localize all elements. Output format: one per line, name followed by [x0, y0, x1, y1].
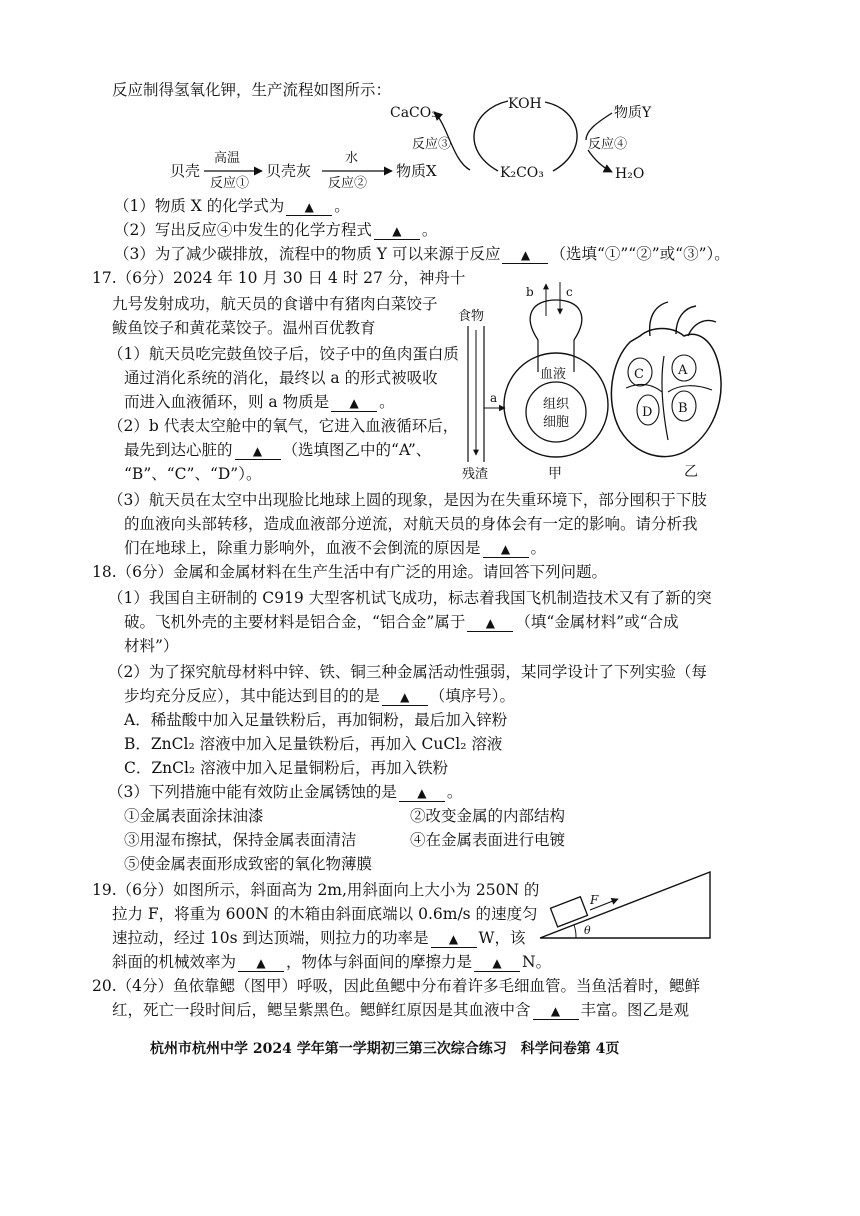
heart-label-a: A: [678, 363, 688, 378]
q17-s1b: 通过消化系统的消化，最终以 a 的形式被吸收: [124, 369, 438, 387]
answer-blank[interactable]: ▲: [286, 198, 332, 216]
flow-h2o: H₂O: [615, 166, 645, 182]
heart-label-d: D: [642, 405, 653, 420]
q18-measure-4: ④在金属表面进行电镀: [410, 831, 566, 849]
q16-part3: （3）为了减少碳排放，流程中的物质 Y 可以来源于反应 ▲ （选填“①”“②”或“③”）。: [114, 245, 730, 263]
flow-substance-x: 物质X: [396, 162, 437, 180]
q17-line2: 九号发射成功，航天员的食谱中有猪肉白菜饺子: [112, 295, 438, 313]
q16-intro: 反应制得氢氧化钾，生产流程如图所示：: [112, 81, 392, 99]
flow-caco3: CaCO₃: [390, 105, 437, 121]
q18-s2b: 步均充分反应），其中能达到目的的是 ▲ （填序号）。: [124, 687, 516, 705]
q18-option-a: A．稀盐酸中加入足量铁粉后，再加铜粉，最后加入锌粉: [124, 711, 508, 729]
q17-s1c: 而进入血液循环，则 a 物质是 ▲ 。: [124, 393, 395, 411]
fig-jia-tissue2: 细胞: [543, 415, 570, 430]
answer-blank[interactable]: ▲: [235, 442, 281, 460]
q19-line2: 拉力 F，将重为 600N 的木箱由斜面底端以 0.6m/s 的速度匀: [112, 905, 538, 923]
incline-triangle: [540, 872, 710, 938]
answer-blank[interactable]: ▲: [399, 784, 445, 802]
fig-jia-caption: 甲: [548, 466, 562, 482]
flow-high-temp: 高温: [214, 151, 241, 166]
q17-s1a: （1）航天员吃完鼓鱼饺子后，饺子中的鱼肉蛋白质: [108, 345, 459, 363]
answer-blank[interactable]: ▲: [502, 246, 548, 264]
fig-jia-residue: 残渣: [462, 467, 489, 482]
heart-label-b: B: [678, 401, 688, 416]
q18-measure-2: ②改变金属的内部结构: [410, 807, 566, 825]
q17-line1: 17.（6分）2024 年 10 月 30 日 4 时 27 分，神舟十: [92, 269, 466, 287]
fig-jia-food: 食物: [458, 309, 485, 324]
force-label: F: [590, 893, 599, 907]
q18-line1: 18.（6分）金属和金属材料在生产生活中有广泛的用途。请回答下列问题。: [92, 563, 608, 581]
angle-label: θ: [584, 924, 591, 937]
q18-s1d: 材料”）: [124, 637, 179, 655]
fig-yi-caption: 乙: [684, 464, 698, 480]
q18-measure-1: ①金属表面涂抹油漆: [124, 807, 264, 825]
answer-blank[interactable]: ▲: [483, 540, 529, 558]
q17-s3b: 的血液向头部转移，造成血液部分逆流，对航天员的身体会有一定的影响。请分析我: [124, 515, 698, 533]
q17-line3: 鲅鱼饺子和黄花菜饺子。温州百优教育: [112, 319, 376, 337]
q20-line1: 20.（4分）鱼依靠鳃（图甲）呼吸，因此鱼鳃中分布着许多毛细血管。当鱼活着时，鳃鲜: [92, 977, 701, 995]
q17-s3c: 们在地球上，除重力影响外，血液不会倒流的原因是 ▲ 。: [124, 539, 547, 557]
answer-blank[interactable]: ▲: [238, 954, 284, 972]
q16-part2: （2）写出反应④中发生的化学方程式 ▲ 。: [114, 221, 438, 239]
page-footer: 杭州市杭州中学 2024 学年第一学期初三第三次综合练习 科学问卷第 4页: [150, 1041, 620, 1057]
fig-jia-c: c: [566, 285, 573, 299]
answer-blank[interactable]: ▲: [374, 222, 420, 240]
q17-s2d: “B”、“C”、“D”）。: [124, 465, 262, 483]
q19-line4: 斜面的机械效率为 ▲ ，物体与斜面间的摩擦力是 ▲ N。: [112, 953, 552, 971]
answer-blank[interactable]: ▲: [431, 930, 477, 948]
flow-substance-y: 物质Y: [614, 105, 652, 121]
answer-blank[interactable]: ▲: [331, 394, 377, 412]
q18-s3a: （3）下列措施中能有效防止金属锈蚀的是 ▲ 。: [108, 783, 463, 801]
heart-label-c: C: [634, 367, 644, 382]
q18-option-c: C．ZnCl₂ 溶液中加入足量铜粉后，再加入铁粉: [124, 759, 449, 777]
q18-s2a: （2）为了探究航母材料中锌、铁、铜三种金属活动性强弱，某同学设计了下列实验（每: [108, 663, 707, 681]
flow-reaction3: 反应③: [412, 137, 452, 152]
q19-line1: 19.（6分）如图所示，斜面高为 2m,用斜面向上大小为 250N 的: [92, 881, 540, 899]
answer-blank[interactable]: ▲: [467, 614, 513, 632]
fig-jia-b: b: [526, 285, 534, 299]
flow-reaction2: 反应②: [328, 176, 368, 191]
fig-jia-blood: 血液: [540, 367, 567, 382]
flow-shell-ash: 贝壳灰: [266, 162, 312, 180]
q18-option-b: B．ZnCl₂ 溶液中加入足量铁粉后，再加入 CuCl₂ 溶液: [124, 735, 503, 753]
flow-shell: 贝壳: [170, 162, 201, 180]
fig-jia-tissue1: 组织: [543, 397, 570, 412]
q18-measure-5: ⑤使金属表面形成致密的氧化物薄膜: [124, 855, 373, 873]
q17-s2a: （2）b 代表太空舱中的氧气，它进入血液循环后，: [108, 417, 459, 435]
q17-s2b: 最先到达心脏的 ▲ （选填图乙中的“A”、: [124, 441, 432, 459]
flow-k2co3: K₂CO₃: [500, 165, 544, 181]
q20-line2: 红，死亡一段时间后，鳃呈紫黑色。鳃鲜红原因是其血液中含 ▲ 丰富。图乙是观: [112, 1001, 690, 1019]
flow-water: 水: [345, 151, 359, 166]
answer-blank[interactable]: ▲: [382, 688, 428, 706]
answer-blank[interactable]: ▲: [474, 954, 520, 972]
q19-line3: 速拉动，经过 10s 到达顶端，则拉力的功率是 ▲ W，该: [112, 929, 526, 947]
fig-jia-a: a: [490, 391, 498, 405]
q17-s3a: （3）航天员在太空中出现脸比地球上圆的现象，是因为在失重环境下，部分囤积于下肢: [108, 491, 707, 509]
flow-reaction1: 反应①: [210, 176, 250, 191]
q18-s1b: 破。飞机外壳的主要材料是铝合金，“铝合金”属于 ▲ （填“金属材料”或“合成: [124, 613, 679, 631]
angle-arc: [574, 925, 576, 938]
flow-koh: KOH: [508, 96, 542, 112]
q16-part1: （1）物质 X 的化学式为 ▲ 。: [114, 197, 350, 215]
flow-reaction4: 反应④: [588, 137, 628, 152]
q18-s1a: （1）我国自主研制的 C919 大型客机试飞成功，标志着我国飞机制造技术又有了新的突: [108, 589, 712, 607]
q18-measure-3: ③用湿布擦拭，保持金属表面清洁: [124, 831, 357, 849]
answer-blank[interactable]: ▲: [533, 1002, 579, 1020]
